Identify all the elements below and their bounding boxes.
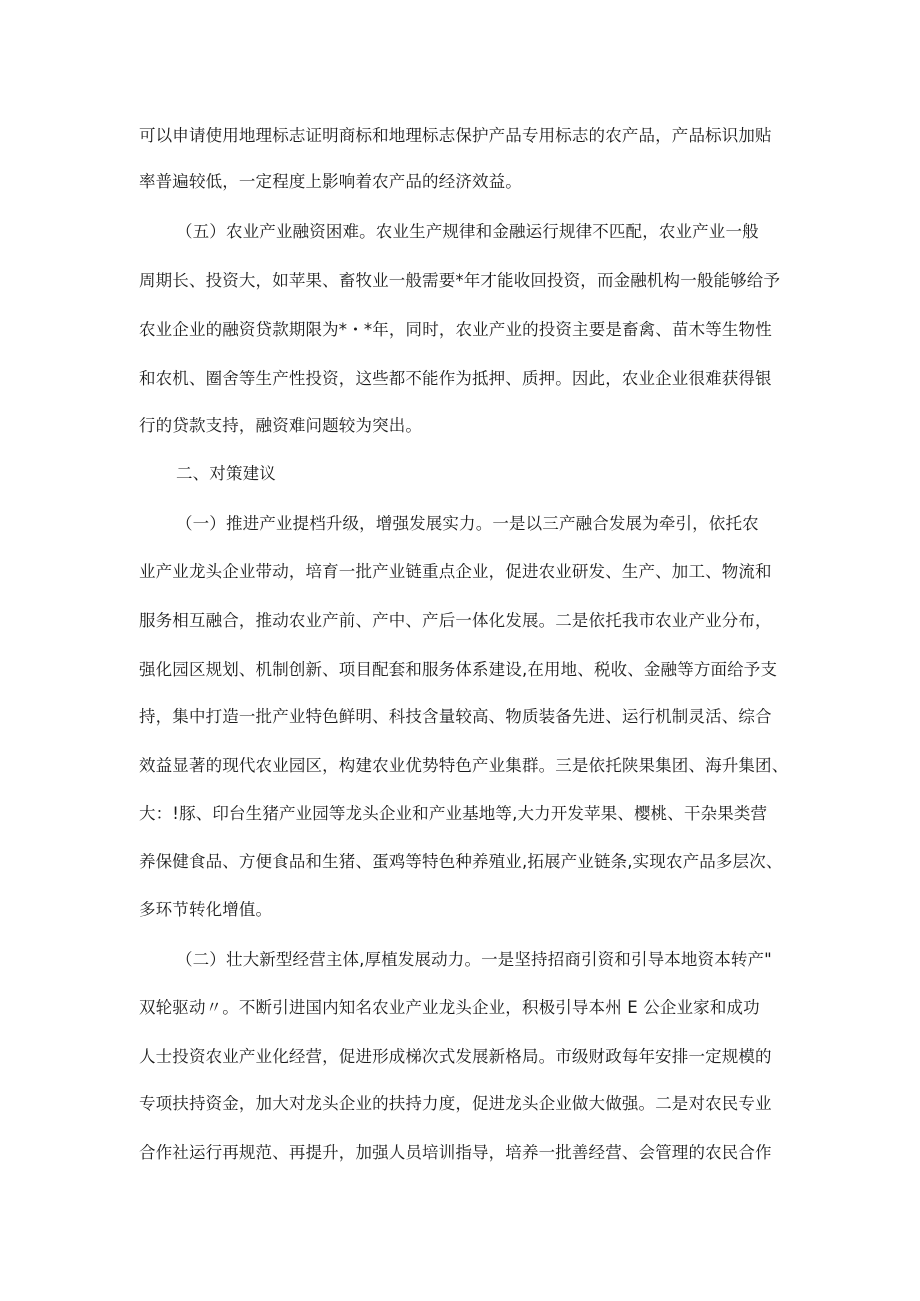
paragraph-line: 人士投资农业产业化经营，促进形成梯次式发展新格局。市级财政每年安排一定规模的: [139, 1047, 772, 1066]
paragraph-line: 周期长、投资大，如苹果、畜牧业一般需要*年才能收回投资，而金融机构一般能够给予: [139, 271, 781, 290]
paragraph-line: 合作社运行再规范、再提升，加强人员培训指导，培养一批善经营、会管理的农民合作: [139, 1143, 772, 1162]
paragraph-line: （一）推进产业提档升级，增强发展实力。一是以三产融合发展为牵引，依托农: [176, 514, 759, 533]
paragraph-line: （二）壮大新型经营主体,厚植发展动力。一是坚持招商引资和引导本地资本转产": [176, 950, 772, 969]
paragraph-line: 双轮驱动〃。不断引进国内知名农业产业龙头企业，积极引导本州 E 公企业家和成功: [139, 998, 760, 1017]
paragraph-line: 行的贷款支持，融资难问题较为突出。: [139, 416, 423, 435]
paragraph-line: 大：!豚、印台生猪产业园等龙头企业和产业基地等,大力开发苹果、樱桃、干杂果类营: [139, 804, 768, 823]
paragraph-line: 可以申请使用地理标志证明商标和地理标志保护产品专用标志的农产品，产品标识加贴: [139, 126, 772, 145]
paragraph-line: （五）农业产业融资困难。农业生产规律和金融运行规律不匹配，农业产业一般: [176, 222, 759, 241]
paragraph-line: 效益显著的现代农业园区，构建农业优势特色产业集群。三是依托陕果集团、海升集团、: [139, 756, 789, 775]
paragraph-line: 专项扶持资金，加大对龙头企业的扶持力度，促进龙头企业做大做强。二是对农民专业: [139, 1094, 772, 1113]
paragraph-line: 强化园区规划、机制创新、项目配套和服务体系建设,在用地、税收、金融等方面给予支: [139, 660, 778, 679]
paragraph-line: 养保健食品、方便食品和生猪、蛋鸡等特色种养殖业,拓展产业链条,实现农产品多层次、: [139, 852, 783, 871]
section-heading: 二、对策建议: [176, 464, 276, 483]
paragraph-line: 业产业龙头企业带动，培育一批产业链重点企业，促进农业研发、生产、加工、物流和: [139, 562, 772, 581]
paragraph-line: 多环节转化增值。: [139, 900, 273, 919]
paragraph-line: 和农机、圈舍等生产性投资，这些都不能作为抵押、质押。因此，农业企业很难获得银: [139, 369, 772, 388]
paragraph-line: 持，集中打造一批产业特色鲜明、科技含量较高、物质装备先进、运行机制灵活、综合: [139, 707, 772, 726]
paragraph-line: 率普遍较低，一定程度上影响着农产品的经济效益。: [139, 172, 522, 191]
paragraph-line: 服务相互融合，推动农业产前、产中、产后一体化发展。二是依托我市农业产业分布，: [139, 611, 772, 630]
paragraph-line: 农业企业的融资贷款期限为*・*年，同时，农业产业的投资主要是畜禽、苗木等生物性: [139, 320, 772, 339]
